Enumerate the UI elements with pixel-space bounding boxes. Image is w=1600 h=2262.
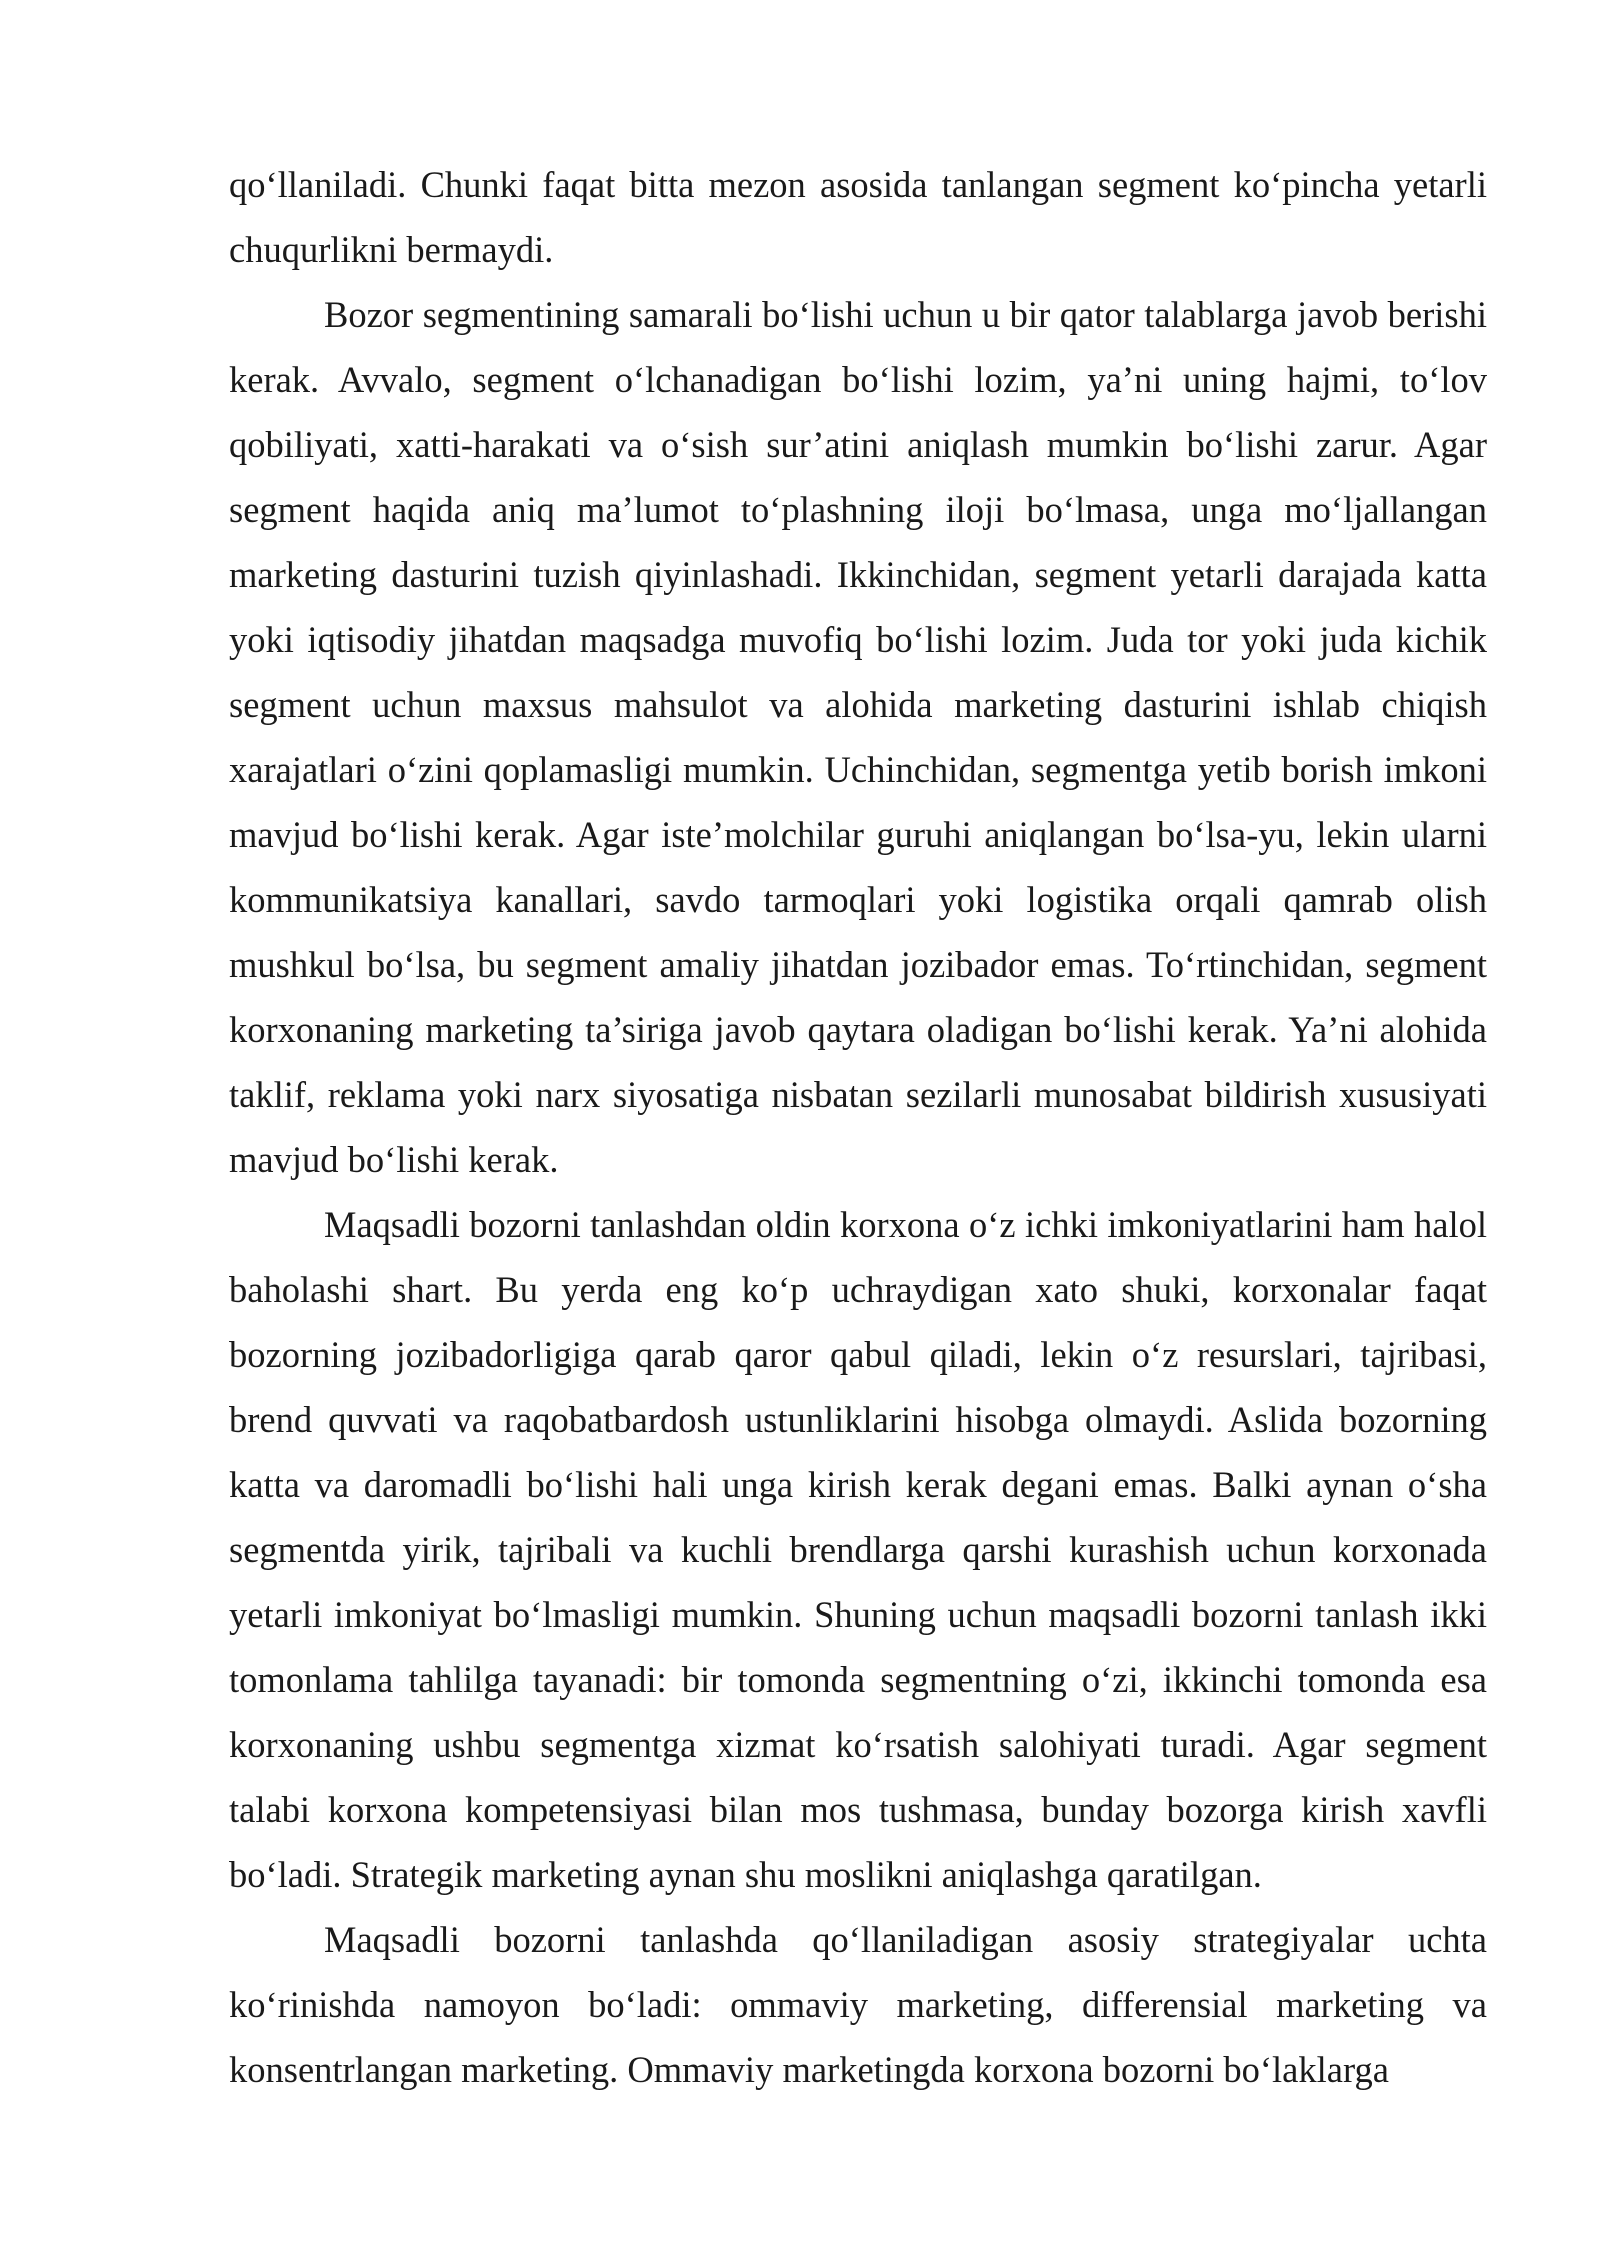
paragraph-continuation: qo‘llaniladi. Chunki faqat bitta mezon asosida tanlangan segment ko‘pincha yetarli chuqurlikni bermaydi. [229,164,1487,270]
document-body [229,152,1487,2102]
paragraph-internal-capabilities: Maqsadli bozorni tanlashdan oldin korxona o‘z ichki imkoniyatlarini ham halol baholashi shart. Bu yerda eng ko‘p uchraydigan xato shuki, korxonalar faqat bozorning jozibadorligiga qarab qaror qabul qiladi, lekin o‘z resurslari, tajribasi, brend quvvati va raqobatbardosh ustunliklarini hisobga olmaydi. Aslida bozorning katta va daromadli bo‘lishi hali unga kirish kerak degani emas. Balki aynan o‘sha segmentda yirik, tajribali va kuchli brendlarga qarshi kurashish uchun korxonada yetarli imkoniyat bo‘lmasligi mumkin. Shuning uchun maqsadli bozorni tanlash ikki tomonlama tahlilga tayanadi: bir tomonda segmentning o‘zi, ikkinchi tomonda esa korxonaning ushbu segmentga xizmat ko‘rsatish salohiyati turadi. Agar segment talabi korxona kompetensiyasi bilan mos tushmasa, bunday bozorga kirish xavfli bo‘ladi. Strategik marketing aynan shu moslikni aniqlashga qaratilgan. [229,1204,1487,1895]
paragraph-target-strategies: Maqsadli bozorni tanlashda qo‘llaniladigan asosiy strategiyalar uchta ko‘rinishda namoyon bo‘ladi: ommaviy marketing, differensial marketing va konsentrlangan marketing. Ommaviy marketingda korxona bozorni bo‘laklarga [229,1919,1487,2090]
paragraph-segment-requirements: Bozor segmentining samarali bo‘lishi uchun u bir qator talablarga javob berishi kerak. Avvalo, segment o‘lchanadigan bo‘lishi lozim, ya’ni uning hajmi, to‘lov qobiliyati, xatti-harakati va o‘sish sur’atini aniqlash mumkin bo‘lishi zarur. Agar segment haqida aniq ma’lumot to‘plashning iloji bo‘lmasa, unga mo‘ljallangan marketing dasturini tuzish qiyinlashadi. Ikkinchidan, segment yetarli darajada katta yoki iqtisodiy jihatdan maqsadga muvofiq bo‘lishi lozim. Juda tor yoki juda kichik segment uchun maxsus mahsulot va alohida marketing dasturini ishlab chiqish xarajatlari o‘zini qoplamasligi mumkin. Uchinchidan, segmentga yetib borish imkoni mavjud bo‘lishi kerak. Agar iste’molchilar guruhi aniqlangan bo‘lsa-yu, lekin ularni kommunikatsiya kanallari, savdo tarmoqlari yoki logistika orqali qamrab olish mushkul bo‘lsa, bu segment amaliy jihatdan jozibador emas. To‘rtinchidan, segment korxonaning marketing ta’siriga javob qaytara oladigan bo‘lishi kerak. Ya’ni alohida taklif, reklama yoki narx siyosatiga nisbatan sezilarli munosabat bildirish xususiyati mavjud bo‘lishi kerak. [229,294,1487,1180]
